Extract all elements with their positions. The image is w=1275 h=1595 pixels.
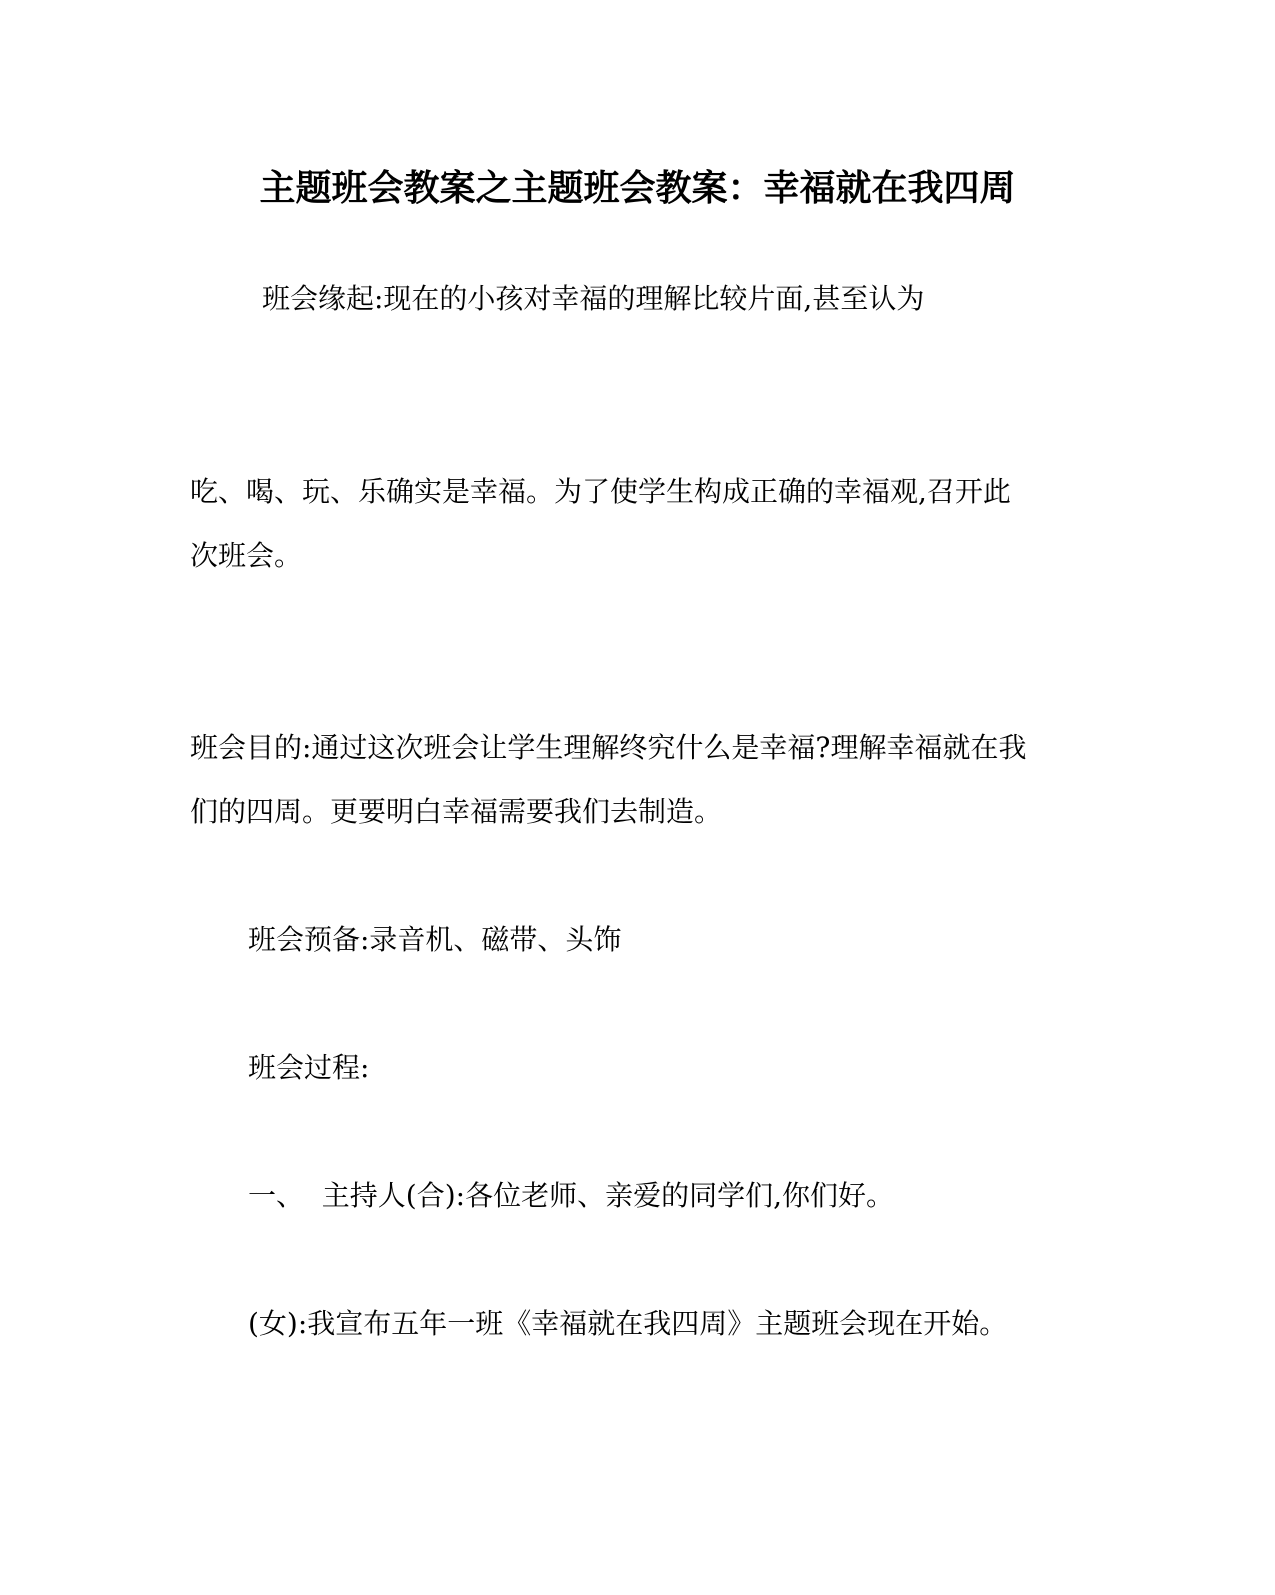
process-step-1-female: (女):我宣布五年一班《幸福就在我四周》主题班会现在开始。 [248,1307,1008,1340]
purpose-paragraph-line-2: 们的四周。更要明白幸福需要我们去制造。 [190,795,723,828]
document-title: 主题班会教案之主题班会教案：幸福就在我四周 [259,167,1016,209]
purpose-paragraph-line-1: 班会目的:通过这次班会让学生理解终究什么是幸福?理解幸福就在我 [190,731,1027,764]
origin-paragraph-line-3: 次班会。 [190,539,303,572]
origin-paragraph-line-2: 吃、喝、玩、乐确实是幸福。为了使学生构成正确的幸福观,召开此 [190,475,1011,508]
process-heading: 班会过程: [248,1051,370,1084]
origin-paragraph-line-1: 班会缘起:现在的小孩对幸福的理解比较片面,甚至认为 [262,282,925,315]
process-step-1: 一、 主持人(合):各位老师、亲爱的同学们,你们好。 [248,1179,894,1212]
preparation-paragraph: 班会预备:录音机、磁带、头饰 [248,923,622,956]
